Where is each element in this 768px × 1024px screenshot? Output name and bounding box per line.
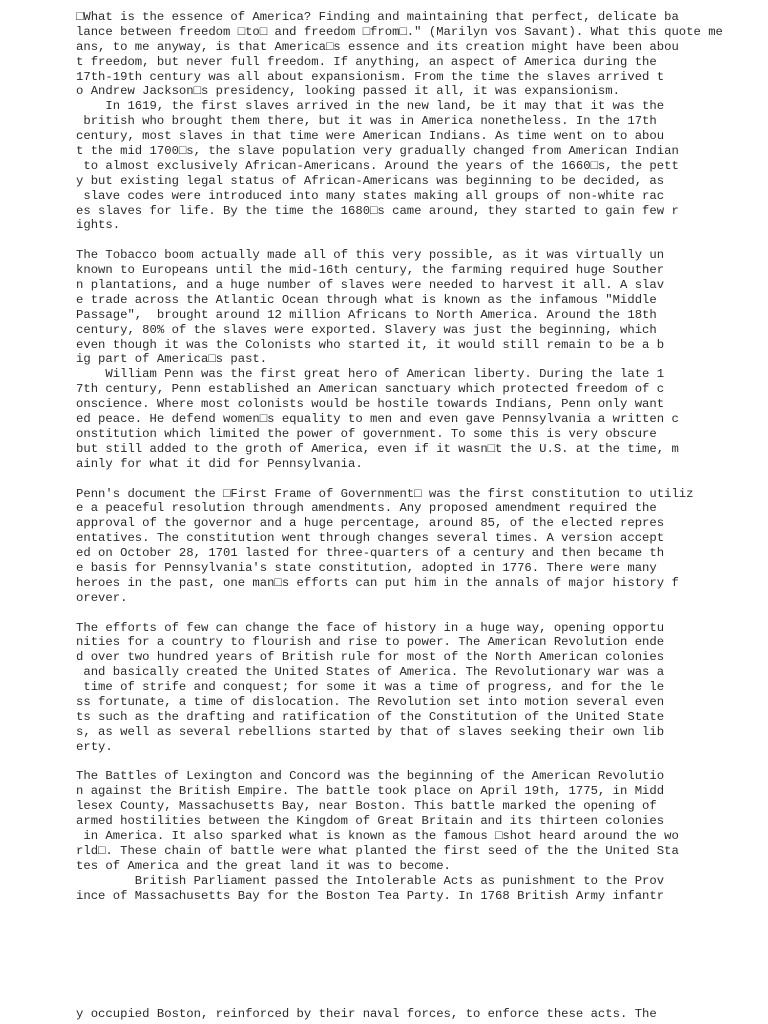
text-line: In 1619, the first slaves arrived in the new land, be it may that it was the: [76, 99, 665, 114]
text-line: □What is the essence of America? Finding and maintaining that perfect, delicate ba: [76, 10, 679, 24]
text-line: even though it was the Colonists who started it, it would still remain to be a b: [76, 337, 665, 352]
text-line: ans, to me anyway, is that America□s essence and its creation might have been abou: [76, 39, 679, 54]
text-line: but still added to the groth of America, even if it wasn□t the U.S. at the time, m: [76, 441, 679, 456]
text-line: to almost exclusively African-Americans. Around the years of the 1660□s, the pett: [76, 158, 679, 173]
blank-line: [76, 755, 756, 770]
text-line: e trade across the Atlantic Ocean through what is known as the infamous "Middle: [76, 292, 657, 307]
page-break-space: [76, 903, 756, 1007]
text-line: es slaves for life. By the time the 1680□s came around, they started to gain few r: [76, 203, 679, 218]
text-line: heroes in the past, one man□s efforts can put him in the annals of major history f: [76, 575, 679, 590]
text-line: n plantations, and a huge number of slaves were needed to harvest it all. A slav: [76, 278, 665, 293]
text-line: known to Europeans until the mid-16th century, the farming required huge Souther: [76, 263, 665, 278]
text-line: Passage", brought around 12 million Africans to North America. Around the 18th: [76, 307, 657, 322]
text-line: onscience. Where most colonists would be hostile towards Indians, Penn only want: [76, 397, 665, 412]
text-line: n against the British Empire. The battle took place on April 19th, 1775, in Midd: [76, 784, 665, 799]
text-line: t the mid 1700□s, the slave population very gradually changed from American Indian: [76, 144, 679, 159]
text-line: in America. It also sparked what is known as the famous □shot heard around the wo: [76, 828, 679, 843]
blank-line: [76, 233, 756, 248]
blank-line: [76, 606, 756, 621]
text-line: armed hostilities between the Kingdom of Great Britain and its thirteen colonies: [76, 814, 665, 829]
text-line: 17th-19th century was all about expansionism. From the time the slaves arrived t: [76, 69, 665, 84]
text-line: lesex County, Massachusetts Bay, near Boston. This battle marked the opening of: [76, 799, 657, 814]
text-line: The Tobacco boom actually made all of this very possible, as it was virtually un: [76, 248, 665, 263]
blank-line: [76, 472, 756, 487]
text-line: onstitution which limited the power of government. To some this is very obscure: [76, 426, 657, 441]
text-line: ince of Massachusetts Bay for the Boston Tea Party. In 1768 British Army infantr: [76, 888, 665, 903]
text-line: approval of the governor and a huge percentage, around 85, of the elected repres: [76, 516, 665, 531]
text-line: ed on October 28, 1701 lasted for three-quarters of a century and then became th: [76, 546, 665, 561]
document-text: [76, 10, 756, 903]
continuation-line: y occupied Boston, reinforced by their naval forces, to enforce these acts. The: [76, 1007, 657, 1022]
text-line: ainly for what it did for Pennsylvania.: [76, 456, 363, 471]
text-line: erty.: [76, 739, 113, 754]
text-line: lance between freedom □to□ and freedom □from□." (Marilyn vos Savant). What this quote me: [76, 24, 723, 39]
text-line: ights.: [76, 218, 121, 233]
text-line: 7th century, Penn established an American sanctuary which protected freedom of c: [76, 382, 665, 397]
text-line: Penn's document the □First Frame of Government□ was the first constitution to utiliz: [76, 486, 694, 501]
text-line: nities for a country to flourish and rise to power. The American Revolution ende: [76, 635, 665, 650]
text-line: o Andrew Jackson□s presidency, looking passed it all, it was expansionism.: [76, 84, 620, 99]
text-line: british who brought them there, but it was in America nonetheless. In the 17th: [76, 114, 657, 129]
text-line: t freedom, but never full freedom. If anything, an aspect of America during the: [76, 54, 657, 69]
text-line: s, as well as several rebellions started by that of slaves seeking their own lib: [76, 724, 665, 739]
text-line: The efforts of few can change the face of history in a huge way, opening opportu: [76, 620, 665, 635]
text-line: slave codes were introduced into many states making all groups of non-white rac: [76, 188, 665, 203]
text-line: ed peace. He defend women□s equality to men and even gave Pennsylvania a written c: [76, 412, 679, 427]
text-line: The Battles of Lexington and Concord was the beginning of the American Revolutio: [76, 769, 665, 784]
text-line: tes of America and the great land it was to become.: [76, 858, 451, 873]
text-line: ss fortunate, a time of dislocation. The Revolution set into motion several even: [76, 694, 665, 709]
text-line: century, most slaves in that time were American Indians. As time went on to abou: [76, 129, 665, 144]
text-line: century, 80% of the slaves were exported. Slavery was just the beginning, which: [76, 322, 657, 337]
text-line: William Penn was the first great hero of American liberty. During the late 1: [76, 367, 665, 382]
text-line: e a peaceful resolution through amendments. Any proposed amendment required the: [76, 501, 657, 516]
text-line: orever.: [76, 590, 128, 605]
text-line: rld□. These chain of battle were what planted the first seed of the the United Sta: [76, 843, 679, 858]
text-line: and basically created the United States of America. The Revolutionary war was a: [76, 665, 665, 680]
text-line: e basis for Pennsylvania's state constitution, adopted in 1776. There were many: [76, 560, 657, 575]
text-line: y but existing legal status of African-Americans was beginning to be decided, as: [76, 173, 665, 188]
text-line: ig part of America□s past.: [76, 352, 268, 367]
text-line: entatives. The constitution went through changes several times. A version accept: [76, 531, 665, 546]
text-line: British Parliament passed the Intolerable Acts as punishment to the Prov: [76, 873, 665, 888]
text-line: d over two hundred years of British rule for most of the North American colonies: [76, 650, 665, 665]
text-line: ts such as the drafting and ratification of the Constitution of the United State: [76, 709, 665, 724]
text-line: time of strife and conquest; for some it was a time of progress, and for the le: [76, 680, 665, 695]
document-page: [76, 10, 756, 1024]
